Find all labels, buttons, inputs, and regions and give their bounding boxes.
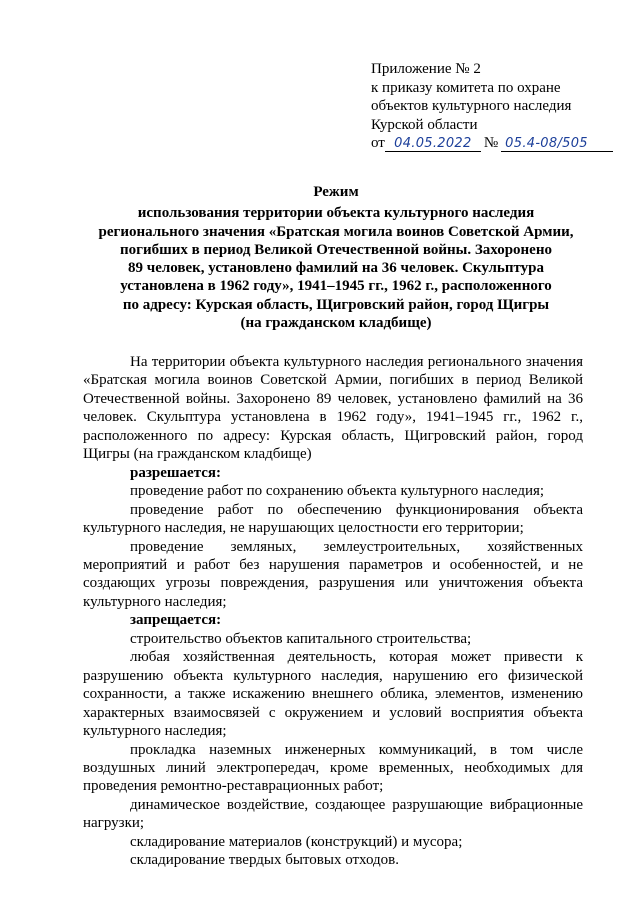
appendix-number: Приложение № 2	[371, 61, 481, 77]
appendix-region-line: Курской области	[371, 116, 478, 133]
title-line: погибших в период Великой Отечественной войны. Захоронено	[120, 241, 552, 258]
appendix-header	[371, 60, 621, 153]
title-line: по адресу: Курская область, Щигровский район, город Щигры	[122, 296, 550, 313]
date-prefix: от	[371, 135, 385, 152]
allowed-item: проведение работ по сохранению объекта культурного наследия;	[130, 483, 545, 500]
allowed-item: проведение работ по обеспечению функционирования объекта культурного наследия, не нарушающих целостности его территории;	[83, 501, 583, 537]
handwritten-date: 04.05.2022	[385, 136, 481, 152]
appendix-date-line	[371, 134, 621, 153]
title-line: (на гражданском кладбище)	[240, 315, 432, 332]
forbidden-item: динамическое воздействие, создающее разрушающие вибрационные нагрузки;	[83, 796, 583, 832]
title-main: Режим	[313, 184, 359, 200]
forbidden-heading: запрещается:	[130, 612, 222, 629]
intro-paragraph: На территории объекта культурного наследия регионального значения «Братская могила воинов Советской Армии, погибших в период Великой Отечественной войны. Захоронено 89 человек, установлено фамилий на 36 человек. Скульптура установлена в 1962 году», 1941–1945 гг., 1962 г., расположенного по адресу: Курская область, Щигровский район, город Щигры (на гражданском кладбище)	[83, 354, 583, 463]
title-line: установлена в 1962 году», 1941–1945 гг., 1962 г., расположенного	[120, 278, 552, 295]
document-body	[83, 353, 583, 870]
forbidden-item: складирование твердых бытовых отходов.	[130, 852, 400, 869]
appendix-order-line: к приказу комитета по охране	[371, 79, 561, 96]
document-title	[76, 183, 596, 332]
title-line: использования территории объекта культурного наследия	[137, 205, 535, 222]
handwritten-number: 05.4-08/505	[501, 136, 613, 152]
title-line: 89 человек, установлено фамилий на 36 человек. Скульптура	[128, 260, 544, 277]
number-label: №	[483, 135, 499, 152]
title-line: регионального значения «Братская могила воинов Советской Армии,	[98, 223, 574, 240]
allowed-heading: разрешается:	[130, 464, 222, 481]
forbidden-item: любая хозяйственная деятельность, которая может привести к разрушению объекта культурного наследия, нарушению его физической сохранности, а также искажению внешнего облика, элементов, изменению характерных взаимосвязей с окружением и условий восприятия объекта культурного наследия;	[83, 649, 583, 740]
appendix-committee-line: объектов культурного наследия	[371, 98, 572, 115]
forbidden-item: прокладка наземных инженерных коммуникаций, в том числе воздушных линий электропередач, кроме временных, необходимых для проведения ремонтно-реставрационных работ;	[83, 741, 583, 795]
allowed-item: проведение земляных, землеустроительных, хозяйственных мероприятий и работ без нарушения параметров и особенностей, и не создающих угрозы повреждения, разрушения или уничтожения объекта культурного наследия;	[83, 538, 583, 610]
forbidden-item: строительство объектов капитального строительства;	[130, 630, 472, 647]
forbidden-item: складирование материалов (конструкций) и мусора;	[130, 833, 463, 850]
